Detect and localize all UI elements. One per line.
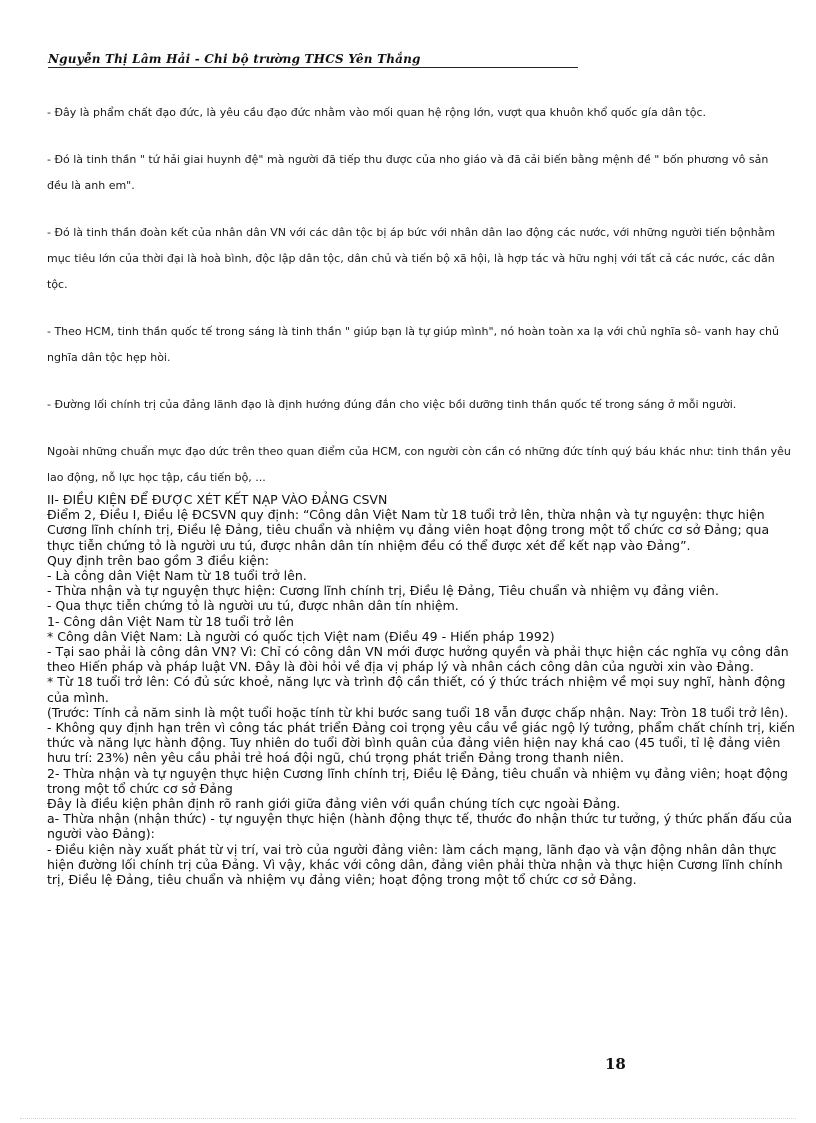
subheading: 1- Công dân Việt Nam từ 18 tuổi trở lên (47, 613, 294, 629)
paragraph: (Trước: Tính cả năm sinh là một tuổi hoặc tính từ khi bước sang tuổi 18 vẫn được chấp nhận. Nay: Tròn 18 tuổi trở lên). (47, 704, 789, 720)
subheading: 2- Thừa nhận và tự nguyện thực hiện Cương lĩnh chính trị, Điều lệ Đảng, tiêu chuẩn và nhiệm vụ đảng viên; hoạt động trong một tổ chức cơ sở Đảng (47, 765, 788, 796)
page-number: 18 (605, 1055, 626, 1073)
paragraph: - Tại sao phải là công dân VN? Vì: Chỉ có công dân VN mới được hưởng quyền và phải thực hiện các nghĩa vụ công dân theo Hiến pháp và pháp luật VN. Đây là đòi hỏi về địa vị pháp lý và nhân cách công dân của người xin vào Đảng. (47, 644, 789, 675)
paragraph: Ngoài những chuẩn mực đạo dức trên theo quan điểm của HCM, con người còn cần có những đức tính quý báu khác như: tinh thần yêu lao động, nỗ lực học tập, cầu tiến bộ, ... (47, 445, 791, 484)
paragraph: - Không quy định hạn trên vì công tác phát triển Đảng coi trọng yêu cầu về giác ngộ lý tưởng, phẩm chất chính trị, kiến thức và năng lực hành động. Tuy nhiên do tuổi đời bình quân của đảng viên hiện nay khá cao (45 tuổi, tỉ lệ đảng viên hưu trí: 23%) nên yêu cầu phải trẻ hoá đội ngũ, chú trọng phát triển Đảng trong thanh niên. (47, 720, 795, 766)
paragraph: - Thừa nhận và tự nguyện thực hiện: Cương lĩnh chính trị, Điều lệ Đảng, Tiêu chuẩn và nhiệm vụ đảng viên. (47, 583, 719, 599)
paragraph: - Đường lối chính trị của đảng lãnh đạo là định hướng đúng đắn cho việc bồi dưỡng tinh thần quốc tế trong sáng ở mỗi người. (47, 398, 737, 411)
paragraph: - Đó là tinh thần " tứ hải giai huynh đệ" mà người đã tiếp thu được của nho giáo và đã cải biến bằng mệnh đề " bốn phương vô sản đều là anh em". (47, 153, 769, 192)
moral-standards-section (47, 100, 792, 512)
paragraph: - Đó là tinh thần đoàn kết của nhân dân VN với các dân tộc bị áp bức với nhân dân lao động các nước, với những người tiến bộnhằm mục tiêu lớn của thời đại là hoà bình, độc lập dân tộc, dân chủ và tiến bộ xã hội, là hợp tác và hữu nghị với tất cả các nước, các dân tộc. (47, 226, 776, 291)
paragraph: Quy định trên bao gồm 3 điều kiện: (47, 552, 270, 568)
paragraph: - Là công dân Việt Nam từ 18 tuổi trở lên. (47, 568, 307, 584)
page-header (48, 52, 578, 68)
paragraph: - Qua thực tiễn chứng tỏ là người ưu tú, được nhân dân tín nhiệm. (47, 598, 459, 614)
paragraph: * Từ 18 tuổi trở lên: Có đủ sức khoẻ, năng lực và trình độ cần thiết, có ý thức trách nhiệm về mọi suy nghĩ, hành động của mình. (47, 674, 786, 705)
section-heading: II- ĐIỀU KIỆN ĐỂ ĐƯỢC XÉT KẾT NẠP VÀO ĐẢNG CSVN (47, 492, 388, 507)
party-admission-section (47, 492, 795, 887)
paragraph: * Công dân Việt Nam: Là người có quốc tịch Việt nam (Điều 49 - Hiến pháp 1992) (47, 628, 555, 644)
page-bottom-divider (20, 1118, 796, 1119)
paragraph: Điểm 2, Điều I, Điều lệ ĐCSVN quy định: “Công dân Việt Nam từ 18 tuổi trở lên, thừa nhận và tự nguyện: thực hiện Cương lĩnh chính trị, Điều lệ Đảng, tiêu chuẩn và nhiệm vụ đảng viên hoạt động trong một tổ chức cơ sở Đảng; qua thực tiễn chứng tỏ là người ưu tú, được nhân dân tín nhiệm đều có thể được xét để kết nạp vào Đảng”. (47, 507, 770, 553)
paragraph: - Theo HCM, tinh thần quốc tế trong sáng là tinh thần " giúp bạn là tự giúp mình", nó hoàn toàn xa lạ với chủ nghĩa sô- vanh hay chủ nghĩa dân tộc hẹp hòi. (47, 325, 779, 364)
paragraph: Đây là điều kiện phân định rõ ranh giới giữa đảng viên với quần chúng tích cực ngoài Đảng. (47, 796, 621, 812)
header-author-text: Nguyễn Thị Lâm Hải - Chi bộ trường THCS Yên Thắng (48, 52, 421, 66)
paragraph: - Đây là phẩm chất đạo đức, là yêu cầu đạo đức nhằm vào mối quan hệ rộng lớn, vượt qua khuôn khổ quốc gía dân tộc. (47, 106, 706, 119)
paragraph: - Điều kiện này xuất phát từ vị trí, vai trò của người đảng viên: làm cách mạng, lãnh đạo và vận động nhân dân thực hiện đường lối chính trị của Đảng. Vì vậy, khác với công dân, đảng viên phải thừa nhận và thực hiện Cương lĩnh chính trị, Điều lệ Đảng, tiêu chuẩn và nhiệm vụ đảng viên; hoạt động trong một tổ chức cơ sở Đảng. (47, 841, 783, 888)
paragraph: a- Thừa nhận (nhận thức) - tự nguyện thực hiện (hành động thực tế, thước đo nhận thức tư tưởng, ý thức phấn đấu của người vào Đảng): (47, 811, 793, 842)
